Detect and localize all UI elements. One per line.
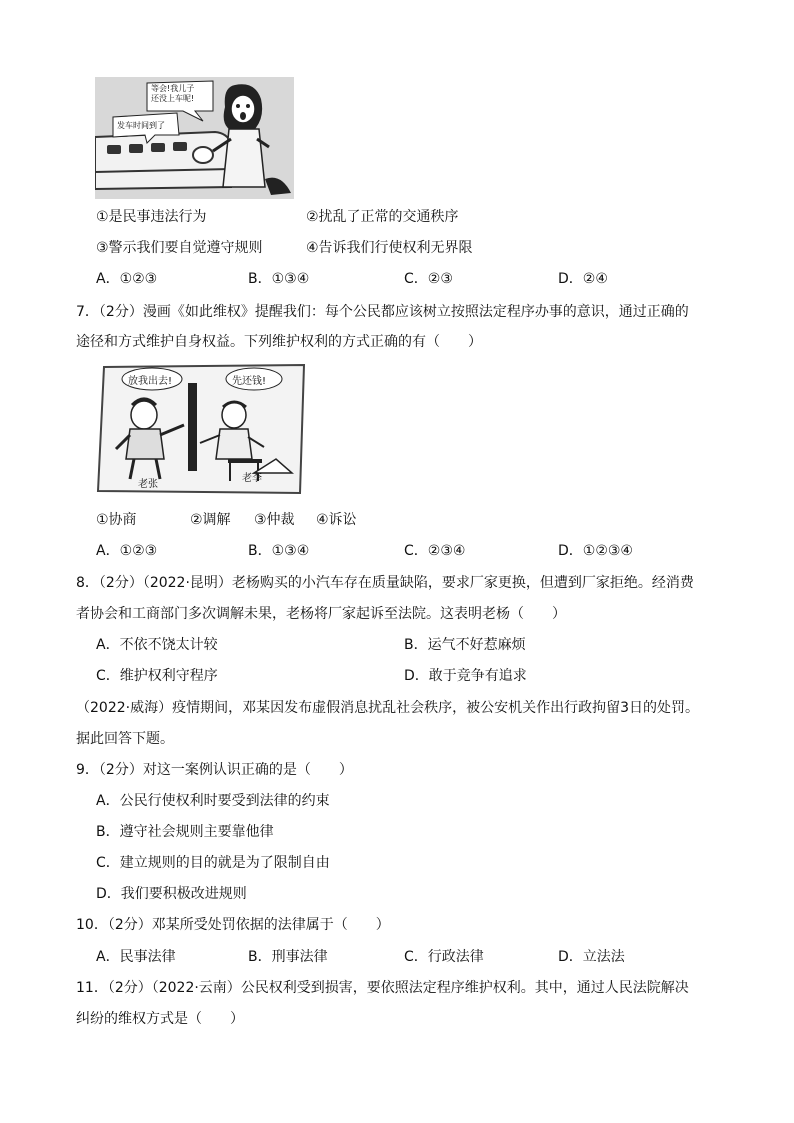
q11-stem-line-1: 11．（2分）（2022·云南）公民权利受到损害，要依照法定程序维护权利。其中，通过人民法院解决: [76, 980, 689, 996]
q8-stem-line-2: 者协会和工商部门多次调解未果，老杨将厂家起诉至法院。这表明老杨（ ）: [76, 606, 566, 622]
q8-choice-a[interactable]: A．不依不饶太计较: [96, 637, 218, 653]
q7-option-3: ③仲裁: [254, 512, 295, 528]
material-line-2: 据此回答下题。: [76, 731, 174, 747]
bubble-right-text: 先还钱!: [232, 376, 267, 387]
material-line-1: （2022·威海）疫情期间，邓某因发布虚假消息扰乱社会秩序，被公安机关作出行政拘留3日的处罚。: [76, 700, 699, 716]
q7-option-4: ④诉讼: [316, 512, 357, 528]
bubble-left-text: 放我出去!: [128, 376, 173, 387]
q10-stem: 10．（2分）邓某所受处罚依据的法律属于（ ）: [76, 917, 390, 933]
name-left-label: 老张: [138, 479, 158, 490]
q9-choice-c[interactable]: C．建立规则的目的就是为了限制自由: [96, 855, 330, 871]
q9-choice-a[interactable]: A．公民行使权利时要受到法律的约束: [96, 793, 330, 809]
q10-choice-d[interactable]: D．立法法: [558, 949, 625, 965]
q10-choice-c[interactable]: C．行政法律: [404, 949, 484, 965]
q8-choice-d[interactable]: D．敢于竞争有追求: [404, 668, 527, 684]
q9-choice-d[interactable]: D．我们要积极改进规则: [96, 886, 247, 902]
bubble-mother-text: 等会!我儿子 还没上车呢!: [151, 84, 195, 103]
q7-stem-line-1: 7．（2分）漫画《如此维权》提醒我们：每个公民都应该树立按照法定程序办事的意识，通过正确的: [76, 304, 689, 320]
q11-stem-line-2: 纠纷的维权方式是（ ）: [76, 1011, 244, 1027]
cartoon-train-figure: [95, 77, 294, 199]
q8-choice-c[interactable]: C．维护权利守程序: [96, 668, 218, 684]
bubble-staff-text: 发车时间到了: [117, 121, 165, 130]
cartoon-rights-figure: [96, 363, 308, 497]
q8-stem-line-1: 8．（2分）（2022·昆明）老杨购买的小汽车存在质量缺陷，要求厂家更换，但遭到厂家拒绝。经消费: [76, 575, 694, 591]
q6-option-3: ③警示我们要自觉遵守规则: [96, 240, 263, 256]
q9-stem: 9．（2分）对这一案例认识正确的是（ ）: [76, 762, 353, 778]
name-right-label: 老李: [242, 473, 262, 484]
q6-option-2: ②扰乱了正常的交通秩序: [306, 209, 459, 225]
q7-choice-b[interactable]: B．①③④: [248, 543, 310, 559]
q7-choice-c[interactable]: C．②③④: [404, 543, 466, 559]
q6-choice-a[interactable]: A．①②③: [96, 271, 158, 287]
q8-choice-b[interactable]: B．运气不好惹麻烦: [404, 637, 526, 653]
q6-choice-b[interactable]: B．①③④: [248, 271, 310, 287]
q7-choice-a[interactable]: A．①②③: [96, 543, 158, 559]
q6-option-4: ④告诉我们行使权利无界限: [306, 240, 473, 256]
q10-choice-b[interactable]: B．刑事法律: [248, 949, 328, 965]
q6-choice-c[interactable]: C．②③: [404, 271, 453, 287]
q6-option-1: ①是民事违法行为: [96, 209, 207, 225]
q6-choice-d[interactable]: D．②④: [558, 271, 608, 287]
q7-option-2: ②调解: [190, 512, 231, 528]
q7-choice-d[interactable]: D．①②③④: [558, 543, 633, 559]
q7-stem-line-2: 途径和方式维护自身权益。下列维护权利的方式正确的有（ ）: [76, 334, 482, 350]
q9-choice-b[interactable]: B．遵守社会规则主要靠他律: [96, 824, 274, 840]
q10-choice-a[interactable]: A．民事法律: [96, 949, 176, 965]
q7-option-1: ①协商: [96, 512, 137, 528]
